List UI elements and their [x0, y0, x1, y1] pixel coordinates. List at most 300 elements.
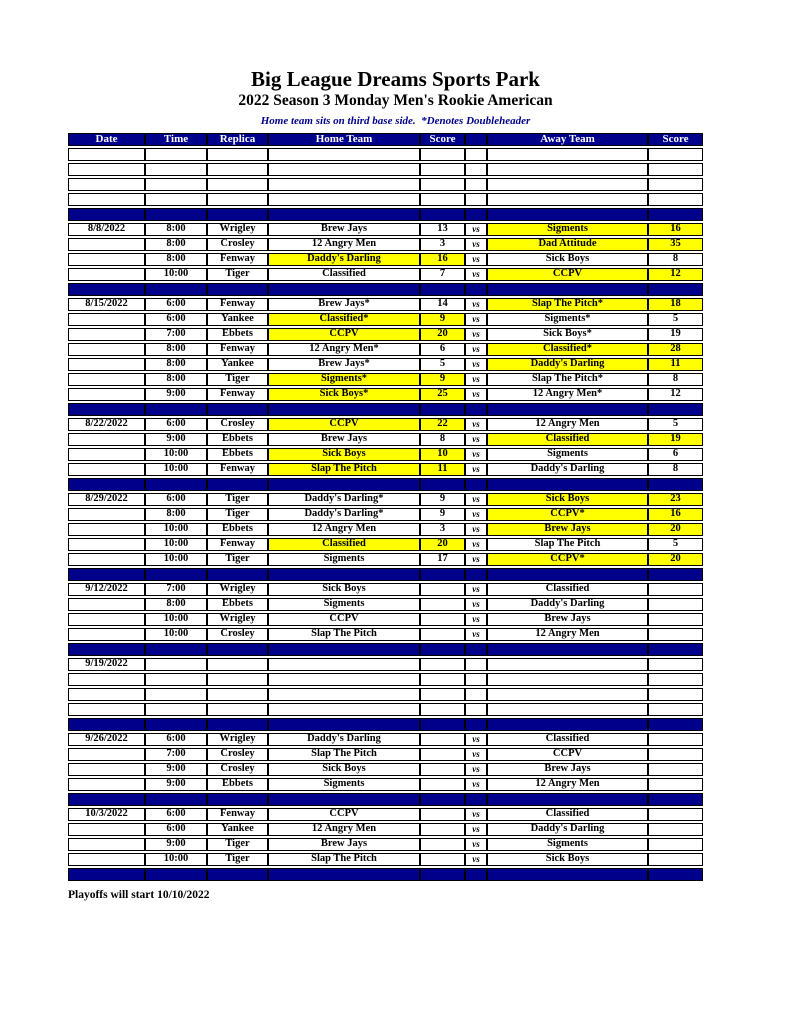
vs-cell: vs: [465, 823, 487, 836]
home-score-cell: [420, 628, 465, 641]
away-team-cell: Brew Jays: [487, 763, 648, 776]
home-score-cell: 25: [420, 388, 465, 401]
home-score-cell: 17: [420, 553, 465, 566]
vs-cell: vs: [465, 253, 487, 266]
game-row: [68, 628, 703, 641]
date-cell: [68, 613, 145, 626]
away-team-cell: Slap The Pitch*: [487, 298, 648, 311]
vs-cell: vs: [465, 748, 487, 761]
date-cell: [68, 253, 145, 266]
separator-cell: [648, 793, 703, 806]
time-cell: 10:00: [145, 553, 207, 566]
time-cell: 9:00: [145, 838, 207, 851]
date-cell: [68, 673, 145, 686]
replica-cell: Ebbets: [207, 598, 268, 611]
date-cell: 10/3/2022: [68, 808, 145, 821]
separator-cell: [207, 208, 268, 221]
home-team-cell: [268, 658, 420, 671]
separator-cell: [145, 718, 207, 731]
home-score-cell: 3: [420, 238, 465, 251]
separator-cell: [68, 643, 145, 656]
replica-cell: Tiger: [207, 373, 268, 386]
separator-cell: [207, 568, 268, 581]
separator-cell: [68, 283, 145, 296]
game-row: [68, 673, 703, 686]
game-row: [68, 508, 703, 521]
home-team-cell: Slap The Pitch: [268, 463, 420, 476]
replica-cell: Tiger: [207, 493, 268, 506]
away-score-cell: 8: [648, 373, 703, 386]
home-score-cell: 16: [420, 253, 465, 266]
home-score-cell: [420, 778, 465, 791]
separator-cell: [68, 208, 145, 221]
vs-cell: vs: [465, 343, 487, 356]
separator-cell: [268, 643, 420, 656]
away-team-cell: Daddy's Darling: [487, 823, 648, 836]
home-score-cell: 8: [420, 433, 465, 446]
time-cell: 9:00: [145, 433, 207, 446]
separator-cell: [487, 568, 648, 581]
home-score-cell: [420, 193, 465, 206]
date-cell: [68, 763, 145, 776]
vs-cell: vs: [465, 238, 487, 251]
col-header-away-team: Away Team: [487, 133, 648, 146]
vs-cell: vs: [465, 463, 487, 476]
time-cell: 7:00: [145, 748, 207, 761]
away-score-cell: 6: [648, 448, 703, 461]
separator-cell: [487, 793, 648, 806]
replica-cell: Fenway: [207, 343, 268, 356]
date-cell: [68, 553, 145, 566]
time-cell: 6:00: [145, 808, 207, 821]
game-row: [68, 853, 703, 866]
replica-cell: Ebbets: [207, 433, 268, 446]
empty-row: [68, 148, 703, 161]
time-cell: 8:00: [145, 238, 207, 251]
time-cell: 8:00: [145, 223, 207, 236]
away-team-cell: [487, 673, 648, 686]
date-cell: [68, 268, 145, 281]
date-cell: 8/8/2022: [68, 223, 145, 236]
away-score-cell: [648, 733, 703, 746]
away-team-cell: CCPV: [487, 268, 648, 281]
home-score-cell: 9: [420, 508, 465, 521]
away-team-cell: [487, 193, 648, 206]
away-team-cell: 12 Angry Men*: [487, 388, 648, 401]
section-separator-row: [68, 478, 703, 491]
home-team-cell: Classified*: [268, 313, 420, 326]
home-team-cell: CCPV: [268, 613, 420, 626]
empty-row: [68, 193, 703, 206]
game-row: [68, 658, 703, 671]
vs-cell: vs: [465, 853, 487, 866]
home-team-cell: Sigments: [268, 553, 420, 566]
separator-cell: [465, 868, 487, 881]
separator-cell: [648, 568, 703, 581]
section-separator-row: [68, 568, 703, 581]
home-team-cell: Slap The Pitch: [268, 628, 420, 641]
date-cell: 9/26/2022: [68, 733, 145, 746]
home-score-cell: 3: [420, 523, 465, 536]
section-separator-row: [68, 868, 703, 881]
home-score-cell: 9: [420, 493, 465, 506]
separator-cell: [465, 643, 487, 656]
game-row: [68, 328, 703, 341]
replica-cell: Wrigley: [207, 223, 268, 236]
away-score-cell: 8: [648, 253, 703, 266]
home-team-cell: Sigments*: [268, 373, 420, 386]
game-row: [68, 538, 703, 551]
away-team-cell: [487, 148, 648, 161]
home-score-cell: 5: [420, 358, 465, 371]
home-team-cell: Classified: [268, 538, 420, 551]
home-team-cell: Brew Jays*: [268, 298, 420, 311]
away-team-cell: Sigments: [487, 223, 648, 236]
time-cell: 8:00: [145, 598, 207, 611]
replica-cell: Yankee: [207, 358, 268, 371]
date-cell: [68, 538, 145, 551]
away-team-cell: CCPV: [487, 748, 648, 761]
game-row: [68, 613, 703, 626]
home-team-cell: Daddy's Darling*: [268, 508, 420, 521]
home-score-cell: 6: [420, 343, 465, 356]
away-team-cell: [487, 688, 648, 701]
date-cell: [68, 508, 145, 521]
away-score-cell: [648, 163, 703, 176]
replica-cell: Wrigley: [207, 583, 268, 596]
home-team-cell: Classified: [268, 268, 420, 281]
away-score-cell: 20: [648, 553, 703, 566]
separator-cell: [145, 403, 207, 416]
separator-cell: [465, 208, 487, 221]
date-cell: [68, 748, 145, 761]
time-cell: 9:00: [145, 763, 207, 776]
away-score-cell: 16: [648, 508, 703, 521]
game-row: [68, 523, 703, 536]
vs-cell: [465, 148, 487, 161]
away-score-cell: [648, 688, 703, 701]
date-cell: 8/15/2022: [68, 298, 145, 311]
vs-cell: vs: [465, 373, 487, 386]
home-team-cell: Sick Boys: [268, 448, 420, 461]
home-score-cell: [420, 613, 465, 626]
game-row: [68, 748, 703, 761]
replica-cell: Ebbets: [207, 328, 268, 341]
away-team-cell: Slap The Pitch: [487, 538, 648, 551]
vs-cell: [465, 193, 487, 206]
empty-row: [68, 163, 703, 176]
time-cell: 10:00: [145, 448, 207, 461]
time-cell: 7:00: [145, 328, 207, 341]
separator-cell: [268, 568, 420, 581]
away-score-cell: [648, 763, 703, 776]
game-row: [68, 553, 703, 566]
col-header-date: Date: [68, 133, 145, 146]
time-cell: 8:00: [145, 343, 207, 356]
date-cell: [68, 703, 145, 716]
separator-cell: [207, 793, 268, 806]
away-score-cell: 19: [648, 433, 703, 446]
vs-cell: vs: [465, 613, 487, 626]
away-team-cell: [487, 703, 648, 716]
home-team-cell: Daddy's Darling*: [268, 493, 420, 506]
game-row: [68, 703, 703, 716]
away-score-cell: [648, 148, 703, 161]
separator-cell: [465, 718, 487, 731]
away-team-cell: 12 Angry Men: [487, 628, 648, 641]
home-score-cell: [420, 673, 465, 686]
separator-cell: [487, 403, 648, 416]
home-team-cell: [268, 148, 420, 161]
game-row: [68, 838, 703, 851]
section-separator-row: [68, 793, 703, 806]
date-cell: 8/22/2022: [68, 418, 145, 431]
separator-cell: [420, 793, 465, 806]
date-cell: 9/12/2022: [68, 583, 145, 596]
away-team-cell: Sick Boys*: [487, 328, 648, 341]
home-team-cell: 12 Angry Men: [268, 523, 420, 536]
vs-cell: vs: [465, 778, 487, 791]
replica-cell: Crosley: [207, 748, 268, 761]
vs-cell: vs: [465, 808, 487, 821]
date-cell: [68, 853, 145, 866]
header-row: [68, 133, 703, 146]
separator-cell: [68, 718, 145, 731]
separator-cell: [268, 208, 420, 221]
separator-cell: [420, 868, 465, 881]
home-score-cell: [420, 748, 465, 761]
separator-cell: [420, 643, 465, 656]
time-cell: [145, 658, 207, 671]
replica-cell: Fenway: [207, 388, 268, 401]
separator-cell: [648, 478, 703, 491]
time-cell: [145, 673, 207, 686]
vs-cell: vs: [465, 508, 487, 521]
home-score-cell: [420, 733, 465, 746]
game-row: [68, 253, 703, 266]
away-score-cell: 12: [648, 388, 703, 401]
separator-cell: [465, 568, 487, 581]
home-score-cell: 20: [420, 328, 465, 341]
away-score-cell: [648, 838, 703, 851]
vs-cell: vs: [465, 598, 487, 611]
section-separator-row: [68, 403, 703, 416]
away-score-cell: 5: [648, 538, 703, 551]
home-team-cell: Slap The Pitch: [268, 748, 420, 761]
vs-cell: vs: [465, 328, 487, 341]
date-cell: [68, 463, 145, 476]
home-team-cell: CCPV: [268, 808, 420, 821]
away-team-cell: [487, 163, 648, 176]
replica-cell: [207, 673, 268, 686]
separator-cell: [207, 718, 268, 731]
date-cell: 8/29/2022: [68, 493, 145, 506]
home-team-cell: 12 Angry Men: [268, 823, 420, 836]
separator-cell: [648, 718, 703, 731]
separator-cell: [487, 208, 648, 221]
away-team-cell: Daddy's Darling: [487, 598, 648, 611]
away-team-cell: Brew Jays: [487, 613, 648, 626]
separator-cell: [145, 793, 207, 806]
game-row: [68, 238, 703, 251]
replica-cell: Fenway: [207, 808, 268, 821]
home-team-cell: [268, 703, 420, 716]
home-score-cell: 11: [420, 463, 465, 476]
home-team-cell: [268, 673, 420, 686]
away-score-cell: 8: [648, 463, 703, 476]
away-score-cell: 20: [648, 523, 703, 536]
away-score-cell: [648, 193, 703, 206]
section-separator-row: [68, 718, 703, 731]
date-cell: [68, 838, 145, 851]
time-cell: 8:00: [145, 373, 207, 386]
separator-cell: [207, 403, 268, 416]
away-team-cell: Dad Attitude: [487, 238, 648, 251]
game-row: [68, 358, 703, 371]
replica-cell: Yankee: [207, 823, 268, 836]
away-team-cell: [487, 658, 648, 671]
vs-cell: vs: [465, 628, 487, 641]
time-cell: [145, 688, 207, 701]
game-row: [68, 418, 703, 431]
date-cell: [68, 148, 145, 161]
section-separator-row: [68, 643, 703, 656]
separator-cell: [648, 868, 703, 881]
replica-cell: Crosley: [207, 418, 268, 431]
game-row: [68, 493, 703, 506]
away-team-cell: Sick Boys: [487, 253, 648, 266]
home-team-cell: Daddy's Darling: [268, 733, 420, 746]
away-team-cell: Classified*: [487, 343, 648, 356]
home-team-cell: Sick Boys*: [268, 388, 420, 401]
away-team-cell: Sigments: [487, 838, 648, 851]
game-row: [68, 583, 703, 596]
time-cell: 10:00: [145, 523, 207, 536]
away-score-cell: [648, 613, 703, 626]
time-cell: 10:00: [145, 463, 207, 476]
vs-cell: vs: [465, 388, 487, 401]
vs-cell: vs: [465, 493, 487, 506]
vs-cell: vs: [465, 223, 487, 236]
date-cell: [68, 823, 145, 836]
home-score-cell: [420, 178, 465, 191]
away-score-cell: 12: [648, 268, 703, 281]
home-team-cell: Daddy's Darling: [268, 253, 420, 266]
vs-cell: vs: [465, 538, 487, 551]
game-row: [68, 448, 703, 461]
away-score-cell: [648, 703, 703, 716]
separator-cell: [465, 793, 487, 806]
away-team-cell: CCPV*: [487, 508, 648, 521]
replica-cell: Ebbets: [207, 448, 268, 461]
date-cell: [68, 688, 145, 701]
date-cell: [68, 433, 145, 446]
replica-cell: Fenway: [207, 298, 268, 311]
empty-row: [68, 178, 703, 191]
away-score-cell: 35: [648, 238, 703, 251]
date-cell: [68, 313, 145, 326]
game-row: [68, 223, 703, 236]
time-cell: 9:00: [145, 388, 207, 401]
vs-cell: vs: [465, 838, 487, 851]
away-score-cell: 19: [648, 328, 703, 341]
time-cell: 9:00: [145, 778, 207, 791]
time-cell: [145, 148, 207, 161]
home-team-cell: Sigments: [268, 778, 420, 791]
separator-cell: [487, 643, 648, 656]
vs-cell: vs: [465, 523, 487, 536]
vs-cell: [465, 178, 487, 191]
away-team-cell: Sick Boys: [487, 853, 648, 866]
game-row: [68, 823, 703, 836]
separator-cell: [648, 283, 703, 296]
separator-cell: [487, 718, 648, 731]
away-score-cell: 5: [648, 313, 703, 326]
vs-cell: vs: [465, 583, 487, 596]
game-row: [68, 433, 703, 446]
replica-cell: [207, 688, 268, 701]
vs-cell: [465, 703, 487, 716]
home-score-cell: [420, 658, 465, 671]
home-score-cell: 20: [420, 538, 465, 551]
date-cell: [68, 358, 145, 371]
home-score-cell: [420, 838, 465, 851]
time-cell: 10:00: [145, 613, 207, 626]
date-cell: [68, 238, 145, 251]
replica-cell: Crosley: [207, 763, 268, 776]
away-score-cell: 11: [648, 358, 703, 371]
away-team-cell: Classified: [487, 733, 648, 746]
game-row: [68, 313, 703, 326]
home-score-cell: [420, 688, 465, 701]
vs-cell: vs: [465, 268, 487, 281]
vs-cell: [465, 658, 487, 671]
page-title: Big League Dreams Sports Park: [251, 67, 540, 91]
time-cell: 10:00: [145, 538, 207, 551]
away-score-cell: [648, 598, 703, 611]
date-cell: [68, 193, 145, 206]
home-team-note: Home team sits on third base side. *Denotes Doubleheader: [260, 115, 531, 127]
away-score-cell: 16: [648, 223, 703, 236]
separator-cell: [487, 283, 648, 296]
section-separator-row: [68, 208, 703, 221]
separator-cell: [145, 283, 207, 296]
separator-cell: [68, 403, 145, 416]
time-cell: [145, 193, 207, 206]
vs-cell: vs: [465, 358, 487, 371]
game-row: [68, 373, 703, 386]
away-team-cell: Daddy's Darling: [487, 358, 648, 371]
home-score-cell: 10: [420, 448, 465, 461]
vs-cell: vs: [465, 418, 487, 431]
vs-cell: [465, 673, 487, 686]
separator-cell: [268, 718, 420, 731]
vs-cell: vs: [465, 733, 487, 746]
home-score-cell: [420, 163, 465, 176]
time-cell: 7:00: [145, 583, 207, 596]
vs-cell: vs: [465, 448, 487, 461]
separator-cell: [207, 643, 268, 656]
home-score-cell: [420, 583, 465, 596]
col-header-home-team: Home Team: [268, 133, 420, 146]
vs-cell: vs: [465, 298, 487, 311]
replica-cell: [207, 703, 268, 716]
separator-cell: [207, 283, 268, 296]
home-score-cell: [420, 763, 465, 776]
replica-cell: [207, 193, 268, 206]
away-team-cell: 12 Angry Men: [487, 418, 648, 431]
separator-cell: [465, 283, 487, 296]
